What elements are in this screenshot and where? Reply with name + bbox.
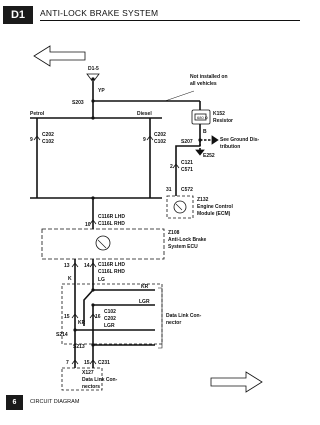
diesel-conn-2: C102: [154, 139, 166, 145]
z108-abs-ecu-box: [42, 229, 164, 259]
ecm-ref-1: Z132: [197, 197, 209, 203]
c116-conn-1: C116R LHD: [98, 262, 125, 268]
c121-conn-1: C121: [181, 160, 193, 166]
note-line-2: all vehicles: [190, 81, 217, 87]
splice-variant: [91, 116, 94, 119]
k152-ref-1: K152: [213, 111, 225, 117]
splice-s203: [91, 99, 94, 102]
splice-s207: [198, 138, 201, 141]
pin-14-label: 14: [84, 263, 90, 269]
c102-label: C102: [104, 309, 116, 315]
page-title: ANTI-LOCK BRAKE SYSTEM: [40, 8, 159, 18]
splice-lg: [91, 288, 94, 291]
variant-petrol-label: Petrol: [30, 111, 45, 117]
ground-note-2: tribution: [220, 144, 241, 150]
x127-ref-1: X127: [82, 370, 94, 376]
c202-label: C202: [104, 316, 116, 322]
variant-diesel-label: Diesel: [137, 111, 152, 117]
arrow-right-icon[interactable]: [211, 372, 262, 392]
abs-pin-label: 10: [85, 222, 91, 228]
petrol-pin-label: 9: [30, 137, 33, 143]
pin-15-label: 15: [64, 314, 70, 320]
c121-conn-2: C571: [181, 167, 193, 173]
ecm-device-icon: [174, 201, 186, 213]
pin-13-label: 13: [64, 263, 70, 269]
k152-ref-2: Resistor: [213, 118, 234, 124]
pin-7-label: 7: [66, 360, 69, 366]
dlc-bracket: [158, 288, 162, 348]
wire-kr-left-label: KR: [78, 320, 86, 326]
ground-reference-arrow-icon: [212, 136, 218, 144]
wire-kr-right-label: KR: [141, 284, 149, 290]
abs-ref-1: Z108: [168, 230, 180, 236]
ecm-ref-3: Module (ECM): [197, 211, 231, 217]
splice-s213: [91, 343, 94, 346]
dlc-label-2: nector: [166, 320, 182, 326]
c231-label: C231: [98, 360, 110, 366]
diesel-conn-1: C202: [154, 132, 166, 138]
pin-15b-label: 15: [84, 360, 90, 366]
splice-s203-label: S203: [72, 100, 84, 106]
splice-lgr: [91, 303, 94, 306]
abs-device-mark: [98, 240, 106, 248]
x127-ref-3: nectors: [82, 384, 101, 390]
wire-lgr-upper-label: LGR: [139, 299, 150, 305]
splice-abs-feed: [91, 196, 94, 199]
c116-conn-2: C116L RHD: [98, 269, 125, 275]
ground-note-1: See Ground Dis-: [220, 137, 260, 143]
splice-s213-label: S213: [73, 344, 85, 350]
abs-ref-3: System ECU: [168, 244, 198, 250]
petrol-conn-2: C102: [42, 139, 54, 145]
source-ref-label: D1-5: [88, 66, 99, 72]
note-line-1: Not installed on: [190, 74, 228, 80]
abs-ref-2: Anti-Lock Brake: [168, 237, 207, 243]
abs-conn-2: C116L RHD: [98, 221, 125, 227]
c572-pin-label: 31: [166, 187, 172, 193]
pin-16-label: 16: [95, 314, 101, 320]
page-number-tag: 6: [6, 395, 23, 410]
ground-ref-label: E252: [203, 153, 215, 159]
splice-s214-label: S214: [56, 332, 68, 338]
z132-ecm-box: [167, 196, 193, 218]
wire-lg-bend: [84, 290, 93, 326]
abs-conn-1: C116R LHD: [98, 214, 125, 220]
splice-s214: [73, 328, 76, 331]
wire-k-label: K: [68, 276, 72, 282]
source-node: [92, 78, 94, 80]
wire-b-label: B: [203, 129, 207, 135]
arrow-left-icon[interactable]: [34, 46, 85, 66]
footer-label: CIRCUIT DIAGRAM: [30, 399, 80, 405]
wire-lgr-lower-label: LGR: [104, 323, 115, 329]
diesel-pin-label: 9: [143, 137, 146, 143]
petrol-conn-1: C202: [42, 132, 54, 138]
wire-lg-label: LG: [98, 277, 105, 283]
page-code-tag: D1: [3, 6, 33, 24]
resistor-value: 680 Ω: [197, 115, 208, 120]
c121-pin-label: 2: [170, 164, 173, 170]
splice-s207-label: S207: [181, 139, 193, 145]
note-leader: [165, 91, 194, 101]
abs-device-icon: [96, 236, 110, 250]
x127-ref-2: Data Link Con-: [82, 377, 118, 383]
ecm-device-mark: [176, 204, 182, 210]
ecm-ref-2: Engine Control: [197, 204, 233, 210]
dlc-label-1: Data Link Con-: [166, 313, 202, 319]
c572-conn-label: C572: [181, 187, 193, 193]
wire-yp-label: YP: [98, 88, 105, 94]
